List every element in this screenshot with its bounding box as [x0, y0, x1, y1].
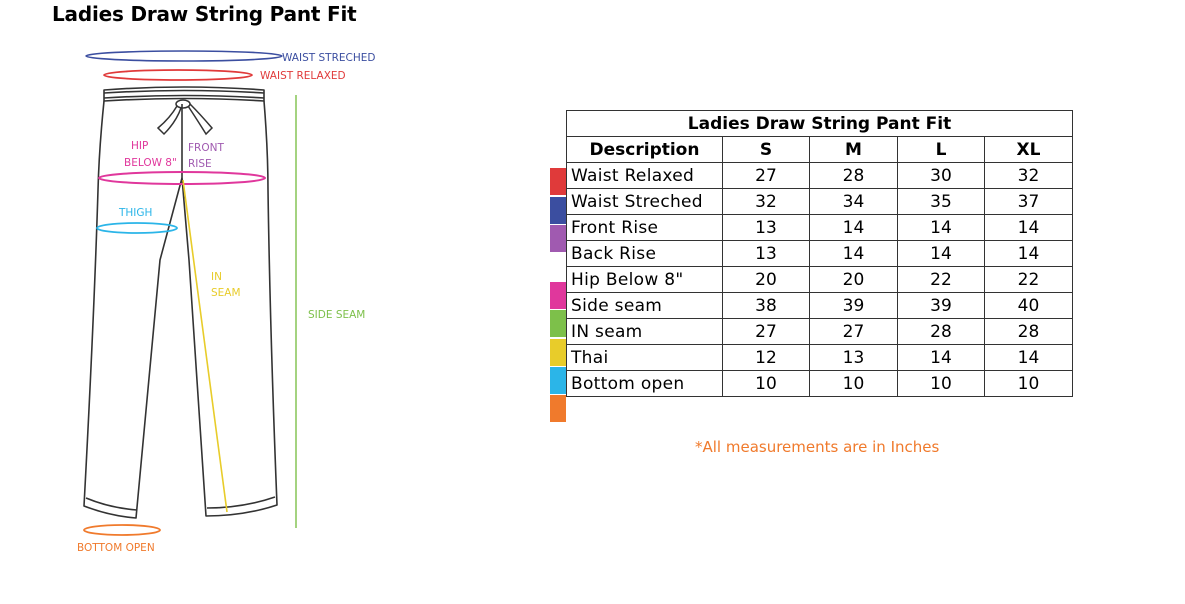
cell-l: 28 [898, 319, 985, 345]
table-row [567, 371, 1073, 397]
label-front-rise-line1: FRONT [188, 142, 224, 154]
swatch-bottom-open [550, 395, 566, 422]
in-seam-line [183, 180, 227, 512]
bottom-open-ellipse [84, 525, 160, 535]
row-description: Waist Streched [567, 189, 723, 215]
cell-xl: 37 [985, 189, 1073, 215]
cell-l: 14 [898, 345, 985, 371]
header-s: S [723, 137, 810, 163]
row-description: Bottom open [567, 371, 723, 397]
cell-l: 30 [898, 163, 985, 189]
cell-l: 10 [898, 371, 985, 397]
cell-s: 27 [723, 319, 810, 345]
cell-xl: 14 [985, 241, 1073, 267]
cell-s: 13 [723, 215, 810, 241]
table-row [567, 267, 1073, 293]
cell-m: 10 [810, 371, 898, 397]
cell-s: 27 [723, 163, 810, 189]
cell-m: 14 [810, 241, 898, 267]
row-description: Thai [567, 345, 723, 371]
cell-m: 27 [810, 319, 898, 345]
cell-s: 12 [723, 345, 810, 371]
row-description: Side seam [567, 293, 723, 319]
table-row [567, 293, 1073, 319]
cell-l: 35 [898, 189, 985, 215]
table-row [567, 215, 1073, 241]
cell-s: 38 [723, 293, 810, 319]
page-title: Ladies Draw String Pant Fit [52, 2, 357, 26]
swatch-waist-stretched [550, 197, 566, 224]
table-caption-row [567, 111, 1073, 137]
cell-m: 28 [810, 163, 898, 189]
swatch-thigh [550, 367, 566, 394]
cell-l: 14 [898, 241, 985, 267]
header-m: M [810, 137, 898, 163]
table-row [567, 189, 1073, 215]
swatch-hip [550, 282, 566, 309]
label-bottom-open: BOTTOM OPEN [77, 542, 155, 554]
table-row [567, 241, 1073, 267]
header-xl: XL [985, 137, 1073, 163]
label-waist-relaxed: WAIST RELAXED [260, 70, 346, 82]
swatch-in-seam [550, 339, 566, 366]
cell-m: 20 [810, 267, 898, 293]
waist-relaxed-ellipse [104, 70, 252, 80]
header-l: L [898, 137, 985, 163]
measurement-note: *All measurements are in Inches [695, 438, 940, 456]
cell-xl: 22 [985, 267, 1073, 293]
cell-m: 39 [810, 293, 898, 319]
cell-xl: 14 [985, 215, 1073, 241]
drawstring-icon [158, 100, 212, 134]
cell-m: 13 [810, 345, 898, 371]
row-description: Hip Below 8" [567, 267, 723, 293]
cell-s: 10 [723, 371, 810, 397]
cell-s: 13 [723, 241, 810, 267]
cell-s: 20 [723, 267, 810, 293]
label-hip-line1: HIP [131, 140, 149, 152]
waist-stretched-ellipse [86, 51, 282, 61]
cell-l: 39 [898, 293, 985, 319]
label-in-seam-line1: IN [211, 271, 222, 283]
cell-xl: 10 [985, 371, 1073, 397]
header-description: Description [567, 137, 723, 163]
cell-xl: 40 [985, 293, 1073, 319]
cell-xl: 32 [985, 163, 1073, 189]
table-header-row [567, 137, 1073, 163]
label-thigh: THIGH [119, 207, 153, 219]
pant-outline [84, 87, 277, 518]
row-description: IN seam [567, 319, 723, 345]
label-waist-stretched: WAIST STRECHED [282, 52, 376, 64]
thigh-ellipse [97, 223, 177, 233]
label-hip-line2: BELOW 8" [124, 157, 177, 169]
size-chart-table [566, 110, 1073, 397]
cell-m: 14 [810, 215, 898, 241]
row-description: Back Rise [567, 241, 723, 267]
table-row [567, 345, 1073, 371]
row-description: Front Rise [567, 215, 723, 241]
label-front-rise-line2: RISE [188, 158, 212, 170]
cell-m: 34 [810, 189, 898, 215]
label-side-seam: SIDE SEAM [308, 309, 366, 321]
swatch-waist-relaxed [550, 168, 566, 195]
label-in-seam-line2: SEAM [211, 287, 241, 299]
table-row [567, 319, 1073, 345]
cell-l: 22 [898, 267, 985, 293]
table-row [567, 163, 1073, 189]
row-description: Waist Relaxed [567, 163, 723, 189]
pant-diagram [0, 0, 540, 604]
cell-s: 32 [723, 189, 810, 215]
cell-xl: 14 [985, 345, 1073, 371]
swatch-front-rise [550, 225, 566, 252]
swatch-side-seam [550, 310, 566, 337]
cell-l: 14 [898, 215, 985, 241]
table-caption: Ladies Draw String Pant Fit [567, 111, 1073, 137]
cell-xl: 28 [985, 319, 1073, 345]
